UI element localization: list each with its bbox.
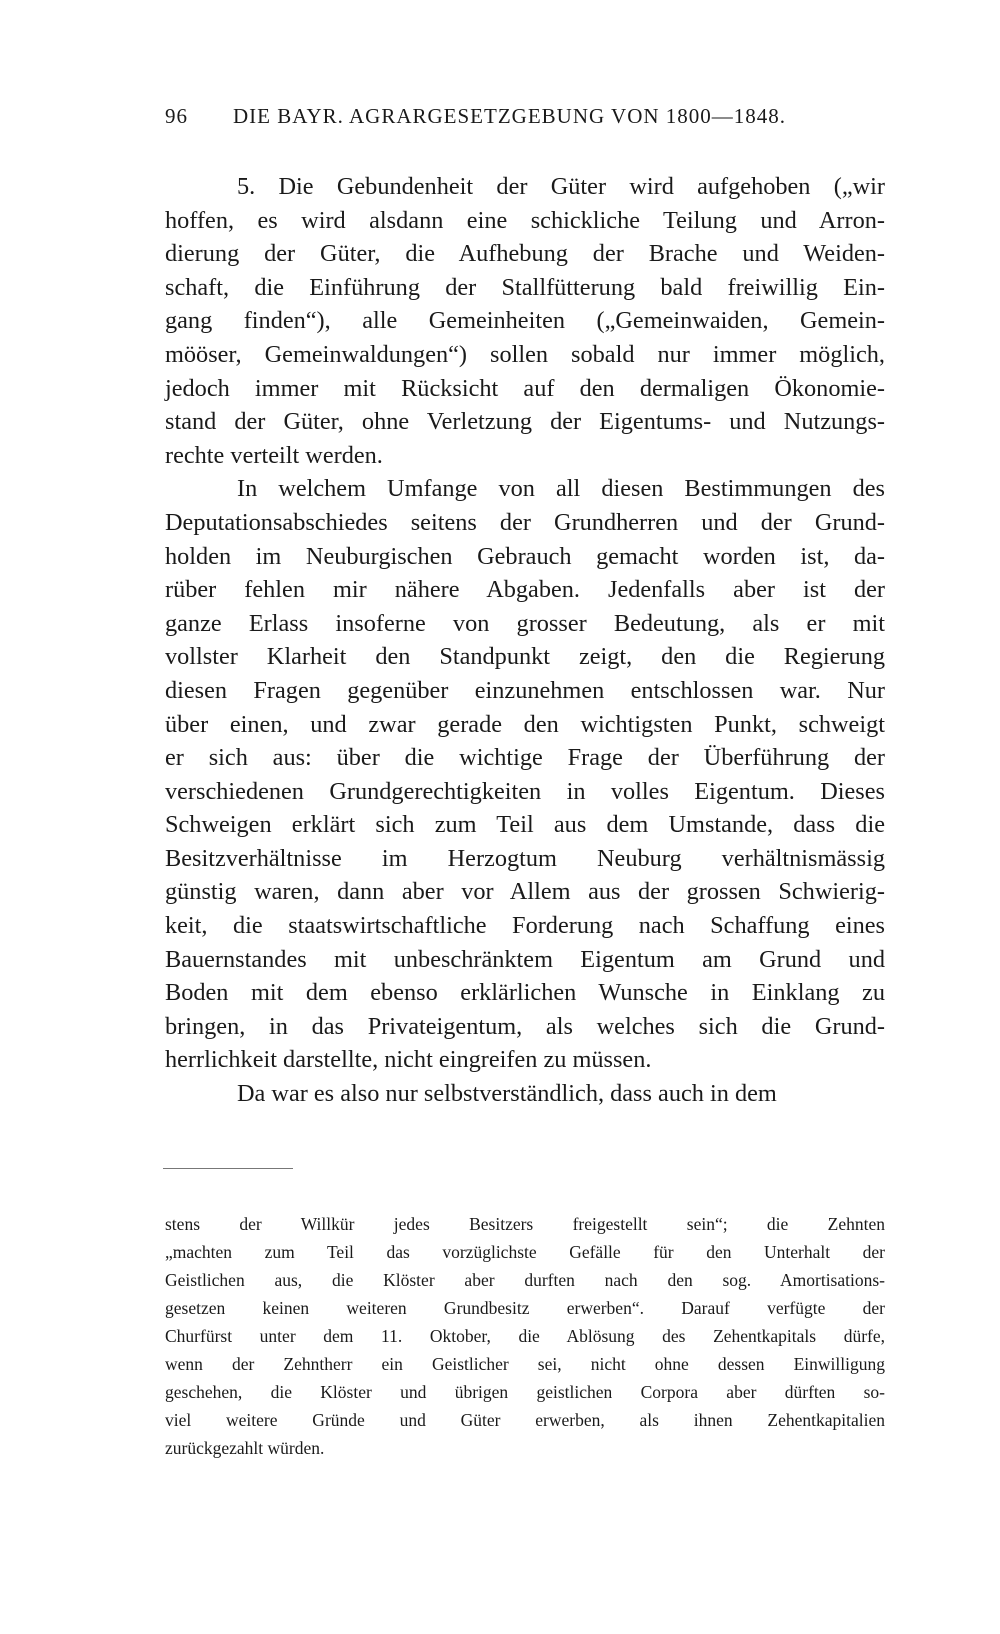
- text-line: schaft, die Einführung der Stallfütterung bald freiwillig Ein-: [165, 273, 885, 301]
- running-header: [165, 104, 885, 129]
- text-line: Besitzverhältnisse im Herzogtum Neuburg verhältnismässig: [165, 844, 885, 872]
- text-line: dierung der Güter, die Aufhebung der Brache und Weiden-: [165, 240, 885, 268]
- text-line: keit, die staatswirtschaftliche Forderung nach Schaffung eines: [165, 912, 885, 940]
- text-line: rüber fehlen mir nähere Abgaben. Jedenfalls aber ist der: [165, 576, 885, 604]
- text-line: er sich aus: über die wichtige Frage der Überführung der: [165, 744, 885, 772]
- text-line: 5. Die Gebundenheit der Güter wird aufgehoben („wir: [237, 173, 885, 200]
- text-line: vollster Klarheit den Standpunkt zeigt, den die Regierung: [165, 643, 885, 671]
- text-line: ganze Erlass insoferne von grosser Bedeutung, als er mit: [165, 609, 885, 637]
- text-line: gang finden“), alle Gemeinheiten („Gemeinwaiden, Gemein-: [165, 307, 885, 335]
- footnote-line: geschehen, die Klöster und übrigen geistlichen Corpora aber dürften so-: [165, 1382, 885, 1402]
- footnote-line: Churfürst unter dem 11. Oktober, die Ablösung des Zehentkapitals dürfe,: [165, 1326, 885, 1346]
- text-line: herrlichkeit darstellte, nicht eingreifen zu müssen.: [165, 1046, 652, 1074]
- text-line: über einen, und zwar gerade den wichtigsten Punkt, schweigt: [165, 710, 885, 738]
- footnote-line: gesetzen keinen weiteren Grundbesitz erwerben“. Darauf verfügte der: [165, 1298, 885, 1318]
- footnote-line: „machten zum Teil das vorzüglichste Gefälle für den Unterhalt der: [165, 1242, 885, 1262]
- running-title: DIE BAYR. AGRARGESETZGEBUNG VON 1800—1848.: [233, 104, 787, 128]
- text-line: Deputationsabschiedes seitens der Grundherren und der Grund-: [165, 508, 885, 536]
- footnote-line: viel weitere Gründe und Güter erwerben, als ihnen Zehentkapitalien: [165, 1410, 885, 1430]
- footnote-line: Geistlichen aus, die Klöster aber durften nach den sog. Amortisations-: [165, 1270, 885, 1290]
- text-line: Da war es also nur selbstverständlich, dass auch in dem: [237, 1080, 777, 1108]
- text-line: mööser, Gemeinwaldungen“) sollen sobald nur immer möglich,: [165, 340, 885, 368]
- text-line: diesen Fragen gegenüber einzunehmen entschlossen war. Nur: [165, 676, 885, 704]
- footnote: [165, 1210, 885, 1462]
- page-number: 96: [165, 104, 188, 128]
- footnote-line: zurückgezahlt würden.: [165, 1438, 325, 1458]
- text-line: Boden mit dem ebenso erklärlichen Wunsche in Einklang zu: [165, 979, 885, 1007]
- footnote-separator: [163, 1168, 293, 1169]
- footnote-line: wenn der Zehntherr ein Geistlicher sei, nicht ohne dessen Einwilligung: [165, 1354, 885, 1374]
- text-line: Bauernstandes mit unbeschränktem Eigentum am Grund und: [165, 945, 885, 973]
- main-text: [165, 170, 885, 1111]
- text-line: günstig waren, dann aber vor Allem aus der grossen Schwierig-: [165, 878, 885, 906]
- text-line: Schweigen erklärt sich zum Teil aus dem Umstande, dass die: [165, 811, 885, 839]
- text-line: jedoch immer mit Rücksicht auf den dermaligen Ökonomie-: [165, 374, 885, 402]
- text-line: In welchem Umfange von all diesen Bestimmungen des: [237, 475, 885, 503]
- text-line: bringen, in das Privateigentum, als welches sich die Grund-: [165, 1012, 885, 1040]
- text-line: holden im Neuburgischen Gebrauch gemacht worden ist, da-: [165, 542, 885, 570]
- text-line: rechte verteilt werden.: [165, 441, 383, 469]
- text-line: verschiedenen Grundgerechtigkeiten in volles Eigentum. Dieses: [165, 777, 885, 805]
- text-line: stand der Güter, ohne Verletzung der Eigentums- und Nutzungs-: [165, 408, 885, 436]
- footnote-line: stens der Willkür jedes Besitzers freigestellt sein“; die Zehnten: [165, 1214, 885, 1234]
- text-line: hoffen, es wird alsdann eine schickliche Teilung und Arron-: [165, 206, 885, 234]
